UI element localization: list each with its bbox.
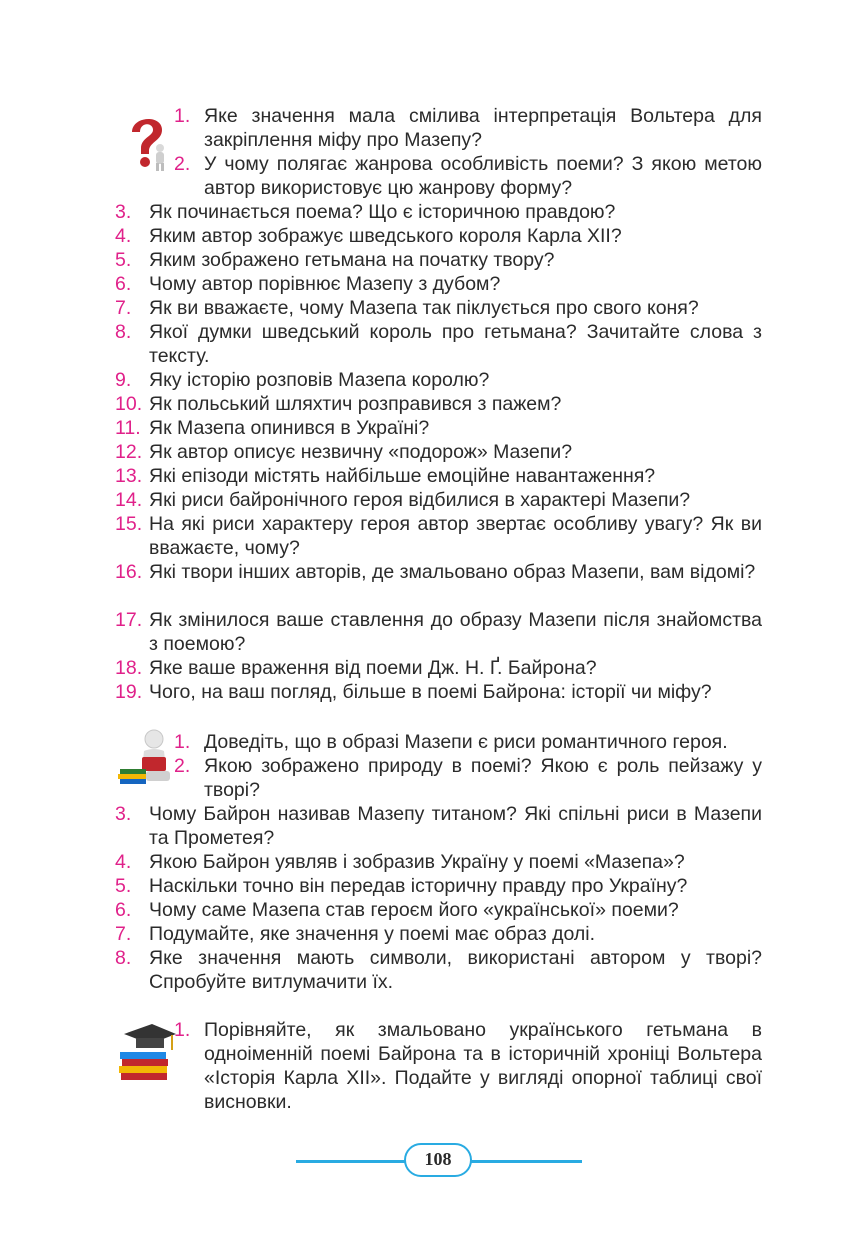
question-number: 12. (115, 441, 143, 463)
question-number: 15. (115, 513, 143, 535)
list-item (174, 1018, 762, 1114)
question-number: 1. (174, 1019, 191, 1041)
question-text: Як польський шляхтич розправився з пажем? (149, 393, 562, 415)
footer-line-left (296, 1160, 408, 1163)
question-text: Чому саме Мазепа став героєм його «української» поеми? (149, 899, 679, 921)
question-number: 7. (115, 297, 132, 319)
list-item (115, 512, 762, 560)
question-text: Як починається поема? Що є історичною правдою? (149, 201, 616, 223)
question-text: Які твори інших авторів, де змальовано образ Мазепи, вам відомі? (149, 561, 756, 583)
question-text: Які епізоди містять найбільше емоційне навантаження? (149, 465, 656, 487)
list-item (115, 224, 762, 248)
question-mark-person-icon (118, 110, 173, 172)
question-number: 10. (115, 393, 143, 415)
list-item (115, 440, 762, 464)
question-number: 6. (115, 899, 132, 921)
list-item (115, 656, 762, 680)
question-number: 3. (115, 803, 132, 825)
question-number: 6. (115, 273, 132, 295)
list-item (115, 560, 762, 584)
question-text: Які риси байронічного героя відбилися в характері Мазепи? (149, 489, 691, 511)
list-item (115, 680, 762, 704)
reading-person-icon (116, 727, 176, 787)
list-item (115, 874, 762, 898)
list-item (115, 368, 762, 392)
question-number: 13. (115, 465, 143, 487)
question-text: Якої думки шведський король про гетьмана? Зачитайте слова з тексту. (149, 321, 762, 367)
question-text: Подумайте, яке значення у поемі має образ долі. (149, 923, 596, 945)
list-item (115, 922, 762, 946)
question-text: Яке ваше враження від поеми Дж. Н. Ґ. Байрона? (149, 657, 597, 679)
question-text: На які риси характеру героя автор звертає особливу увагу? Як ви вважаєте, чому? (149, 513, 762, 559)
question-number: 8. (115, 947, 132, 969)
question-text: Порівняйте, як змальовано українського гетьмана в одноіменній поемі Байрона та в історичній хроніці Вольтера «Історія Карла ХІІ». Подайте у вигляді опорної таблиці свої висновки. (204, 1019, 762, 1113)
list-item (174, 152, 762, 200)
list-item (115, 248, 762, 272)
question-number: 5. (115, 875, 132, 897)
list-item (115, 850, 762, 874)
question-number: 8. (115, 321, 132, 343)
question-text: Якою зображено природу в поемі? Якою є роль пейзажу у творі? (204, 755, 762, 801)
list-item (115, 320, 762, 368)
list-item (115, 608, 762, 656)
question-text: Яку історію розповів Мазепа королю? (149, 369, 490, 391)
list-item (115, 464, 762, 488)
question-number: 1. (174, 731, 191, 753)
question-number: 11. (115, 417, 141, 439)
question-text: Чому Байрон називав Мазепу титаном? Які спільні риси в Мазепи та Прометея? (149, 803, 762, 849)
list-item (115, 416, 762, 440)
question-number: 16. (115, 561, 143, 583)
question-text: Яке значення мають символи, використані автором у творі? Спробуйте витлумачити їх. (149, 947, 762, 993)
list-item (174, 104, 762, 152)
question-number: 1. (174, 105, 191, 127)
books-graduation-cap-icon (116, 1020, 178, 1082)
question-text: Яким зображено гетьмана на початку твору? (149, 249, 555, 271)
question-text: Як Мазепа опинився в Україні? (149, 417, 430, 439)
list-item (174, 754, 762, 802)
question-text: У чому полягає жанрова особливість поеми? З якою метою автор використовує цю жанрову форму? (204, 153, 762, 199)
question-number: 17. (115, 609, 143, 631)
question-text: Яким автор зображує шведського короля Карла ХІІ? (149, 225, 622, 247)
question-number: 7. (115, 923, 132, 945)
question-text: Як автор описує незвичну «подорож» Мазепи? (149, 441, 573, 463)
question-number: 4. (115, 225, 132, 247)
list-item (115, 802, 762, 850)
question-number: 14. (115, 489, 143, 511)
question-number: 2. (174, 755, 191, 777)
question-number: 18. (115, 657, 143, 679)
list-item (115, 946, 762, 994)
question-text: Як ви вважаєте, чому Мазепа так піклується про свого коня? (149, 297, 699, 319)
list-item (115, 272, 762, 296)
question-number: 19. (115, 681, 143, 703)
question-number: 3. (115, 201, 132, 223)
question-number: 5. (115, 249, 132, 271)
list-item (115, 898, 762, 922)
list-item (115, 392, 762, 416)
list-item (115, 296, 762, 320)
question-text: Доведіть, що в образі Мазепи є риси романтичного героя. (204, 731, 728, 753)
question-number: 4. (115, 851, 132, 873)
question-text: Яке значення мала смілива інтерпретація Вольтера для закріплення міфу про Мазепу? (204, 105, 762, 151)
list-item (174, 730, 762, 754)
question-text: Чого, на ваш погляд, більше в поемі Байрона: історії чи міфу? (149, 681, 712, 703)
list-item (115, 200, 762, 224)
question-text: Чому автор порівнює Мазепу з дубом? (149, 273, 501, 295)
question-number: 2. (174, 153, 191, 175)
question-number: 9. (115, 369, 132, 391)
footer-line-right (468, 1160, 582, 1163)
page-number: 108 (404, 1143, 472, 1177)
question-text: Якою Байрон уявляв і зобразив Україну у поемі «Мазепа»? (149, 851, 685, 873)
question-text: Як змінилося ваше ставлення до образу Мазепи після знайомства з поемою? (149, 609, 762, 655)
question-text: Наскільки точно він передав історичну правду про Україну? (149, 875, 688, 897)
list-item (115, 488, 762, 512)
